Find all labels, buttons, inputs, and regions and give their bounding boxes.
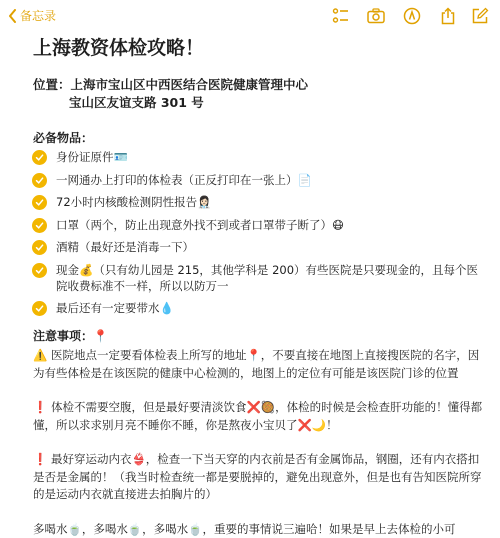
share-button[interactable] [438, 6, 458, 26]
checkmark-icon[interactable] [32, 301, 47, 316]
note-paragraph: ❗ 最好穿运动内衣👙，检查一下当天穿的内衣前是否有金属饰品，钢圈，还有内衣搭扣是否是金属的！（我当时检查统一都是要脱掉的，避免出现意外，但是也有告知医院所穿的是运动内衣就直接进去拍胸片的） [33, 451, 483, 504]
note-title: 上海教资体检攻略！ [33, 36, 483, 60]
checklist-item[interactable] [32, 262, 483, 294]
checkmark-icon[interactable] [32, 218, 47, 233]
checklist-item[interactable] [32, 217, 483, 233]
location-line1: 上海市宝山区中西医结合医院健康管理中心 [71, 77, 309, 92]
checklist-item[interactable] [32, 172, 483, 188]
markup-button[interactable] [402, 6, 422, 26]
location-block [33, 76, 483, 112]
checklist-item[interactable] [32, 300, 483, 316]
chevron-left-icon [8, 9, 17, 23]
location-label: 位置： [33, 77, 71, 92]
back-button[interactable] [8, 7, 56, 24]
notes-heading: 注意事项：📍 [33, 328, 483, 344]
note-paragraph: ⚠️ 医院地点一定要看体检表上所写的地址📍，不要直接在地图上直接搜医院的名字，因为有些体检是在该医院的健康中心检测的，地图上的定位有可能是该医院门诊的位置 [33, 347, 483, 382]
note-body[interactable] [33, 36, 483, 538]
share-icon [440, 7, 456, 25]
camera-button[interactable] [366, 6, 386, 26]
checklist-item[interactable] [32, 149, 483, 165]
toolbar [0, 0, 500, 34]
checklist-item-text: 身份证原件🪪 [56, 149, 128, 165]
checklist-button[interactable] [331, 6, 351, 26]
checklist-item[interactable] [32, 194, 483, 210]
checkmark-icon[interactable] [32, 195, 47, 210]
checklist-icon [332, 7, 350, 25]
checklist-item-text: 口罩（两个，防止出现意外找不到或者口罩带子断了）😷 [56, 217, 344, 233]
checkmark-icon[interactable] [32, 173, 47, 188]
note-paragraph: 多喝水🍵，多喝水🍵，多喝水🍵，重要的事情说三遍哈！如果是早上去体检的小可 [33, 521, 483, 538]
checklist-item[interactable] [32, 239, 483, 255]
back-label: 备忘录 [20, 7, 56, 24]
compose-button[interactable] [470, 6, 490, 26]
camera-icon [367, 8, 385, 24]
markup-icon [403, 7, 421, 25]
note-paragraph: ❗ 体检不需要空腹，但是最好要清淡饮食❌🥘，体检的时候是会检查肝功能的！懂得都懂，所以求求别月亮不睡你不睡，你是熬夜小宝贝了❌🌙！ [33, 399, 483, 434]
checkmark-icon[interactable] [32, 263, 47, 278]
checklist-item-text: 72小时内核酸检测阴性报告👩🏻‍⚕️ [56, 194, 211, 210]
checklist-item-text: 酒精（最好还是消毒一下） [56, 239, 194, 255]
compose-icon [471, 7, 489, 25]
checklist-item-text: 最后还有一定要带水💧 [56, 300, 174, 316]
checkmark-icon[interactable] [32, 240, 47, 255]
checklist-item-text: 现金💰（只有幼儿园是 215，其他学科是 200）有些医院是只要现金的，且每个医院收费标准不一样，所以以防万一 [56, 262, 483, 294]
checkmark-icon[interactable] [32, 150, 47, 165]
checklist-item-text: 一网通办上打印的体检表（正反打印在一张上）📄 [56, 172, 312, 188]
location-line2: 宝山区友谊支路 301 号 [33, 94, 483, 112]
items-heading: 必备物品： [33, 130, 483, 146]
checklist [32, 149, 483, 316]
